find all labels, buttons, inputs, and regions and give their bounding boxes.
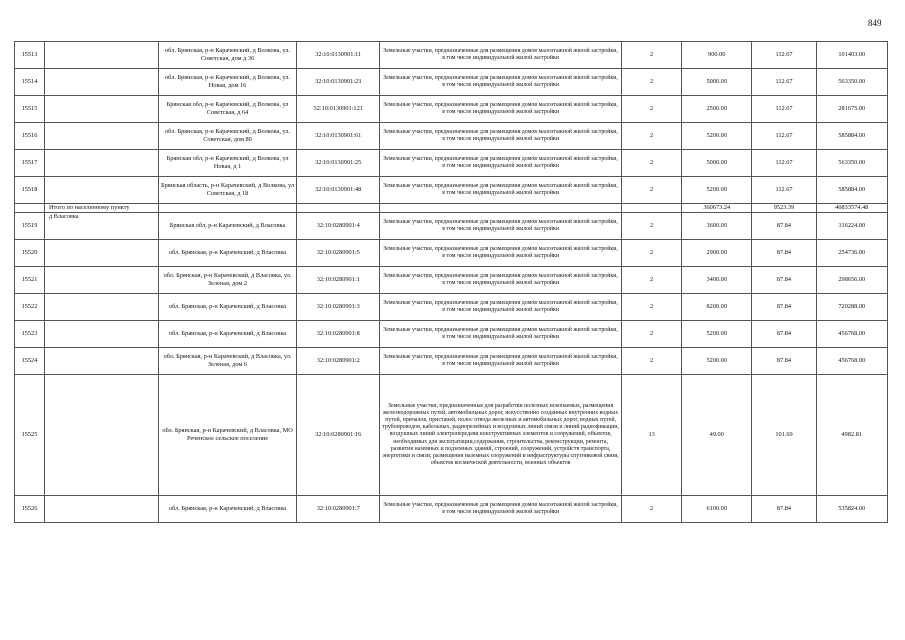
- cadastral-number-cell: 32:10:0130901:23: [297, 69, 380, 96]
- cadastral-value-cell: 4982.81: [816, 375, 887, 496]
- area-cell: 900.00: [682, 42, 752, 69]
- cadastral-rate-cell: 101.69: [752, 375, 816, 496]
- record-number-cell: 15523: [15, 321, 45, 348]
- table-row: [15, 240, 888, 267]
- table-row: [15, 96, 888, 123]
- address-cell: Брянская обл, р-н Карачевский, д Волкова, ул Новая, д 1: [158, 150, 297, 177]
- address-cell: обл. Брянская, р-н Карачевский, д Власовка: [158, 240, 297, 267]
- group-code-cell: 2: [622, 348, 682, 375]
- cadastral-number-cell: 32:10:0280901:8: [297, 321, 380, 348]
- cadastral-number-cell: 32:10:0130901:61: [297, 123, 380, 150]
- address-cell: обл. Брянская, р-н Карачевский, д Власовка: [158, 321, 297, 348]
- cadastral-value-cell: 720288.00: [816, 294, 887, 321]
- record-number-cell: 15518: [15, 177, 45, 204]
- locality-name-cell: [44, 294, 158, 321]
- cadastral-rate-cell: 87.84: [752, 213, 816, 240]
- area-cell: 5000.00: [682, 69, 752, 96]
- cadastral-rate-cell: 112.67: [752, 123, 816, 150]
- group-code-cell: 2: [622, 240, 682, 267]
- land-purpose-cell: Земельные участки, предназначенные для размещения домов малоэтажной жилой застройки, в том числе индивидуальной жилой застройки: [380, 42, 622, 69]
- address-cell: обл. Брянская, р-н Карачевский, д Власовка, ул. Зеленая, дом 2: [158, 267, 297, 294]
- cadastral-rate-cell: 87.84: [752, 348, 816, 375]
- area-cell: 3400.00: [682, 267, 752, 294]
- cadastral-rate-cell: 87.84: [752, 496, 816, 523]
- group-code-cell: 2: [622, 213, 682, 240]
- cadastral-rate-cell: 87.84: [752, 240, 816, 267]
- cadastral-value-cell: 316224.00: [816, 213, 887, 240]
- land-purpose-cell: Земельные участки, предназначенные для размещения домов малоэтажной жилой застройки, в том числе индивидуальной жилой застройки: [380, 96, 622, 123]
- area-cell: 49.00: [682, 375, 752, 496]
- area-cell: 2900.00: [682, 240, 752, 267]
- locality-name-cell: [44, 321, 158, 348]
- address-cell: обл. Брянская, р-н Карачевский, д Власовка, ул. Зеленая, дом 6: [158, 348, 297, 375]
- cadastral-value-cell: 456768.00: [816, 321, 887, 348]
- record-number-cell: 15524: [15, 348, 45, 375]
- group-code-cell: 2: [622, 294, 682, 321]
- cadastral-number-cell: 32:10:0130901:11: [297, 42, 380, 69]
- cadastral-number-cell: 32:10:0280901:1: [297, 267, 380, 294]
- cadastral-rate-cell: 112.67: [752, 69, 816, 96]
- record-number-cell: 15525: [15, 375, 45, 496]
- cadastral-rate-cell: 112.67: [752, 150, 816, 177]
- table-row: [15, 267, 888, 294]
- total-value: 40833574.48: [816, 204, 887, 213]
- cadastral-value-cell: 585884.00: [816, 123, 887, 150]
- locality-name-cell: [44, 496, 158, 523]
- land-purpose-cell: Земельные участки, предназначенные для размещения домов малоэтажной жилой застройки, в том числе индивидуальной жилой застройки: [380, 177, 622, 204]
- address-cell: обл. Брянская, р-н Карачевский, д Волкова, ул. Новая, дом 16: [158, 69, 297, 96]
- address-cell: Брянская обл, р-н Карачевский, д Волкова, ул Советская, д 64: [158, 96, 297, 123]
- cadastral-number-cell: 32:10:0130901:48: [297, 177, 380, 204]
- cadastral-number-cell: 32:10:0280901:2: [297, 348, 380, 375]
- land-purpose-cell: Земельные участки, предназначенные для размещения домов малоэтажной жилой застройки, в том числе индивидуальной жилой застройки: [380, 123, 622, 150]
- cadastral-rate-cell: 112.67: [752, 42, 816, 69]
- record-number-cell: 15517: [15, 150, 45, 177]
- address-cell: Брянская обл, р-н Карачевский, д Власовка: [158, 213, 297, 240]
- cadastral-value-cell: 456768.00: [816, 348, 887, 375]
- group-code-cell: 2: [622, 96, 682, 123]
- locality-name-cell: [44, 177, 158, 204]
- table-row: [15, 375, 888, 496]
- address-cell: обл. Брянская, р-н Карачевский, д Волкова, ул. Советская, дом 80: [158, 123, 297, 150]
- land-purpose-cell: Земельные участки, предназначенные для разработки полезных ископаемых, размещения железнодорожных путей, автомобильных дорог, искусственно созданных внутренних водных путей, причалов, пристаней, полос отвода железных и автомобильных дорог, водных путей, трубопроводов, кабельных, радиорелейных и воздушных линий связи и линий радиофикации, воздушных линий электропередачи конструктивных элементов и сооружений, объектов, необходимых для эксплуатации,содержания, строительства, реконструкции, ремонта, развития наземных и подземных зданий, строений, сооружений, устройств транспорта, энергетики и связи; размещения наземных сооружений и инфраструктуры спутниковой связи, объектов космической деятельности, военных объектов: [380, 375, 622, 496]
- cadastral-value-cell: 563350.00: [816, 150, 887, 177]
- area-cell: 5200.00: [682, 123, 752, 150]
- land-purpose-cell: Земельные участки, предназначенные для размещения домов малоэтажной жилой застройки, в том числе индивидуальной жилой застройки: [380, 294, 622, 321]
- group-code-cell: 2: [622, 150, 682, 177]
- empty-cell: [622, 204, 682, 213]
- table-row: [15, 42, 888, 69]
- table-row: [15, 177, 888, 204]
- group-code-cell: 2: [622, 267, 682, 294]
- cadastral-rate-cell: 112.67: [752, 177, 816, 204]
- land-plots-table: [14, 41, 888, 523]
- table-row: [15, 213, 888, 240]
- group-code-cell: 2: [622, 321, 682, 348]
- address-cell: обл. Брянская, р-н Карачевский, д Власовка: [158, 294, 297, 321]
- locality-name-cell: [44, 150, 158, 177]
- empty-cell: [297, 204, 380, 213]
- cadastral-rate-cell: 112.67: [752, 96, 816, 123]
- cadastral-value-cell: 281675.00: [816, 96, 887, 123]
- area-cell: 6100.00: [682, 496, 752, 523]
- table-row: [15, 150, 888, 177]
- address-cell: обл. Брянская, р-н Карачевский, д Власовка: [158, 496, 297, 523]
- group-code-cell: 2: [622, 496, 682, 523]
- record-number-cell: 15513: [15, 42, 45, 69]
- cadastral-number-cell: 32:10:0280901:16: [297, 375, 380, 496]
- group-code-cell: 2: [622, 123, 682, 150]
- land-purpose-cell: Земельные участки, предназначенные для размещения домов малоэтажной жилой застройки, в том числе индивидуальной жилой застройки: [380, 240, 622, 267]
- land-purpose-cell: Земельные участки, предназначенные для размещения домов малоэтажной жилой застройки, в том числе индивидуальной жилой застройки: [380, 69, 622, 96]
- cadastral-rate-cell: 87.84: [752, 321, 816, 348]
- land-purpose-cell: Земельные участки, предназначенные для размещения домов малоэтажной жилой застройки, в том числе индивидуальной жилой застройки: [380, 213, 622, 240]
- land-purpose-cell: Земельные участки, предназначенные для размещения домов малоэтажной жилой застройки, в том числе индивидуальной жилой застройки: [380, 267, 622, 294]
- total-area: 360673.24: [682, 204, 752, 213]
- table-row: [15, 321, 888, 348]
- cadastral-number-cell: 32:10:0280901:7: [297, 496, 380, 523]
- total-label: Итого по населенному пункту: [44, 204, 158, 213]
- table-row: [15, 348, 888, 375]
- land-purpose-cell: Земельные участки, предназначенные для размещения домов малоэтажной жилой застройки, в том числе индивидуальной жилой застройки: [380, 496, 622, 523]
- cadastral-value-cell: 101403.00: [816, 42, 887, 69]
- area-cell: 2500.00: [682, 96, 752, 123]
- locality-name-cell: д Власовка: [44, 213, 158, 240]
- group-code-cell: 13: [622, 375, 682, 496]
- cadastral-rate-cell: 87.84: [752, 267, 816, 294]
- land-purpose-cell: Земельные участки, предназначенные для размещения домов малоэтажной жилой застройки, в том числе индивидуальной жилой застройки: [380, 150, 622, 177]
- address-cell: Брянская область, р-н Карачевский, д Волкова, ул Советская, д 18: [158, 177, 297, 204]
- cadastral-number-cell: 32:10:0280901:5: [297, 240, 380, 267]
- page-number: 849: [868, 18, 882, 28]
- cadastral-value-cell: 298656.00: [816, 267, 887, 294]
- cadastral-number-cell: 32:10:0280901:3: [297, 294, 380, 321]
- record-number-cell: 15516: [15, 123, 45, 150]
- area-cell: 5200.00: [682, 321, 752, 348]
- area-cell: 8200.00: [682, 294, 752, 321]
- locality-name-cell: [44, 96, 158, 123]
- record-number-cell: 15522: [15, 294, 45, 321]
- record-number-cell: 15519: [15, 213, 45, 240]
- locality-name-cell: [44, 42, 158, 69]
- record-number-cell: 15520: [15, 240, 45, 267]
- cadastral-value-cell: 535824.00: [816, 496, 887, 523]
- area-cell: 5200.00: [682, 177, 752, 204]
- table-row: [15, 496, 888, 523]
- land-purpose-cell: Земельные участки, предназначенные для размещения домов малоэтажной жилой застройки, в том числе индивидуальной жилой застройки: [380, 348, 622, 375]
- cadastral-rate-cell: 87.84: [752, 294, 816, 321]
- total-row: [15, 204, 888, 213]
- land-purpose-cell: Земельные участки, предназначенные для размещения домов малоэтажной жилой застройки, в том числе индивидуальной жилой застройки: [380, 321, 622, 348]
- locality-name-cell: [44, 348, 158, 375]
- locality-name-cell: [44, 123, 158, 150]
- total-rate: 9523.39: [752, 204, 816, 213]
- record-number-cell: 15514: [15, 69, 45, 96]
- address-cell: обл. Брянская, р-н Карачевский, д Волкова, ул. Советская, дом д 36: [158, 42, 297, 69]
- record-number-cell: 15526: [15, 496, 45, 523]
- area-cell: 5000.00: [682, 150, 752, 177]
- record-number-cell: 15521: [15, 267, 45, 294]
- table-row: [15, 123, 888, 150]
- cadastral-value-cell: 585884.00: [816, 177, 887, 204]
- table-row: [15, 69, 888, 96]
- table-row: [15, 294, 888, 321]
- record-number-cell: 15515: [15, 96, 45, 123]
- locality-name-cell: [44, 69, 158, 96]
- cadastral-number-cell: 32:10:0130901:121: [297, 96, 380, 123]
- locality-name-cell: [44, 240, 158, 267]
- empty-cell: [380, 204, 622, 213]
- area-cell: 3600.00: [682, 213, 752, 240]
- locality-name-cell: [44, 267, 158, 294]
- address-cell: обл. Брянская, р-н Карачевский, д Власовка, МО Реченское сельское поселение: [158, 375, 297, 496]
- cadastral-number-cell: 32:10:0280901:4: [297, 213, 380, 240]
- group-code-cell: 2: [622, 69, 682, 96]
- group-code-cell: 2: [622, 42, 682, 69]
- cadastral-value-cell: 563350.00: [816, 69, 887, 96]
- empty-cell: [158, 204, 297, 213]
- locality-name-cell: [44, 375, 158, 496]
- cadastral-value-cell: 254736.00: [816, 240, 887, 267]
- area-cell: 5200.00: [682, 348, 752, 375]
- empty-cell: [15, 204, 45, 213]
- cadastral-number-cell: 32:10:0130901:25: [297, 150, 380, 177]
- group-code-cell: 2: [622, 177, 682, 204]
